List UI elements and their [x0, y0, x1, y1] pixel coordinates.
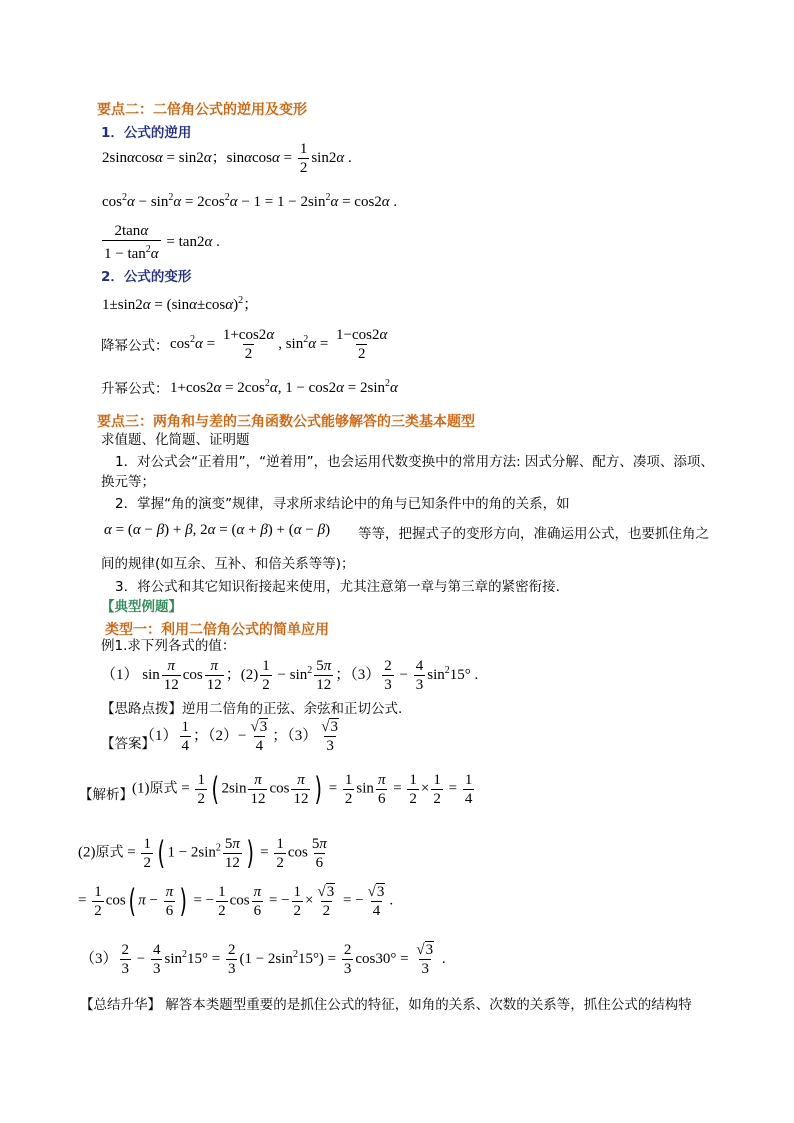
example1-questions: （1） sin $\frac{\pi}{12}$ cos $\frac{\pi}{12}$ ；(2) $\frac{1}{2}$ − $\sin^2$ $\frac{5\pi}{12}$ ；（3） $\frac{2}{3}$ − $\frac{4}{3}$ $\sin^215^\circ$ .	[101, 658, 479, 693]
hint-line: 【思路点拨】逆用二倍角的正弦、余弦和正切公式.	[101, 701, 403, 717]
subsection-inverse-use: 1．公式的逆用	[101, 125, 192, 141]
power-reduce-label: 降幂公式：	[101, 338, 169, 354]
summary-line: 【总结升华】 解答本类题型重要的是抓住公式的特征，如角的关系、次数的关系等，抓住公式的结构特	[80, 997, 692, 1013]
section2-title: 要点二：二倍角公式的逆用及变形	[97, 102, 307, 118]
solution-part2-line2: = $\frac{1}{2}$ cos( π − $\frac{\pi}{6}$ ) = − $\frac{1}{2}$ cos $\frac{\pi}{6}$ = − $\frac{1}{2}$ × $\frac{√3}{2}$ = − $\frac{√3}{4}$ .	[78, 882, 394, 920]
examples-header: 【典型例题】	[101, 599, 182, 615]
section3-line4: 2．掌握“角的演变”规律，寻求所求结论中的角与已知条件中的角的关系，如	[115, 496, 570, 512]
formula-angle-change: α = (α − β) + β, 2α = (α + β) + (α − β)	[104, 522, 331, 538]
formula-inverse-cos: $\cos^2\alpha - \sin^2\alpha = 2\cos^2\alpha - 1 = 1 - 2\sin^2\alpha = \cos 2\alpha$ .	[102, 192, 398, 210]
section3-line1: 求值题、化简题、证明题	[101, 432, 250, 448]
subsection-transform: 2．公式的变形	[101, 269, 192, 285]
section3-line5: 等等，把握式子的变形方向，准确运用公式，也要抓住角之	[358, 526, 709, 542]
answer-values: （1） $\frac{1}{4}$ ；（2）− $\frac{√3}{4}$ ；（3） $\frac{√3}{3}$	[140, 719, 338, 754]
solution-part1: (1)原式 = $\frac{1}{2}$ ( 2sin $\frac{\pi}{12}$ cos $\frac{\pi}{12}$ ) = $\frac{1}{2}$ sin $\frac{\pi}{6}$ = $\frac{1}{2}$ × $\frac{1}{2}$ = $\frac{1}{4}$	[132, 770, 473, 808]
original-expr-label-1: 原式	[149, 780, 178, 797]
formula-inverse-tan: $\frac{2\tan\alpha}{1 - \tan^2\alpha}$ = tan2α .	[104, 223, 220, 262]
solution-part3: （3） $\frac{2}{3}$ − $\frac{4}{3}$ $\sin^215^\circ$ = $\frac{2}{3}$ $(1 - 2\sin^215^\circ)$ = $\frac{2}{3}$ cos30° = $\frac{√3}{3}$ .	[80, 942, 446, 977]
power-raise-label: 升幂公式：	[101, 381, 169, 397]
section3-line2: 1．对公式会“正着用”，“逆着用”，也会运用代数变换中的常用方法: 因式分解、配方、凑项、添项、	[115, 454, 714, 470]
formula-square: $1\pm\sin 2\alpha = (\sin\alpha\pm\cos\alpha)^2$；	[102, 295, 259, 313]
original-expr-label-2: 原式	[95, 844, 124, 861]
section3-line7: 3．将公式和其它知识衔接起来使用，尤其注意第一章与第三章的紧密衔接.	[115, 579, 560, 595]
solution-part2-line1: (2)原式 = $\frac{1}{2}$ ( $1 - 2\sin^2$ $\frac{5\pi}{12}$ ) = $\frac{1}{2}$ cos $\frac{5\pi}{6}$	[78, 834, 327, 872]
section3-title: 要点三：两角和与差的三角函数公式能够解答的三类基本题型	[97, 414, 475, 430]
section3-line6: 间的规律(如互余、互补、和倍关系等等)；	[101, 556, 355, 572]
section3-line3: 换元等；	[101, 474, 155, 490]
formula-inverse-sin: 2sinαcosα = sin2α；sinαcosα = $\frac{1}{2}$ sin2α .	[102, 141, 352, 176]
analysis-label: 【解析】	[79, 787, 133, 803]
answer-label: 【答案】	[101, 736, 155, 752]
formula-power-raise: $1+\cos 2\alpha = 2\cos^2\alpha$, $1 - \cos 2\alpha = 2\sin^2\alpha$	[170, 378, 398, 396]
example1-prompt: 例1.求下列各式的值：	[101, 638, 236, 654]
formula-power-reduce: $\cos^2\alpha$ = $\frac{1+\cos 2\alpha}{2}$ , $\sin^2\alpha$ = $\frac{1-\cos 2\alpha}{2}$	[170, 327, 388, 362]
type1-title: 类型一：利用二倍角公式的简单应用	[105, 622, 329, 638]
